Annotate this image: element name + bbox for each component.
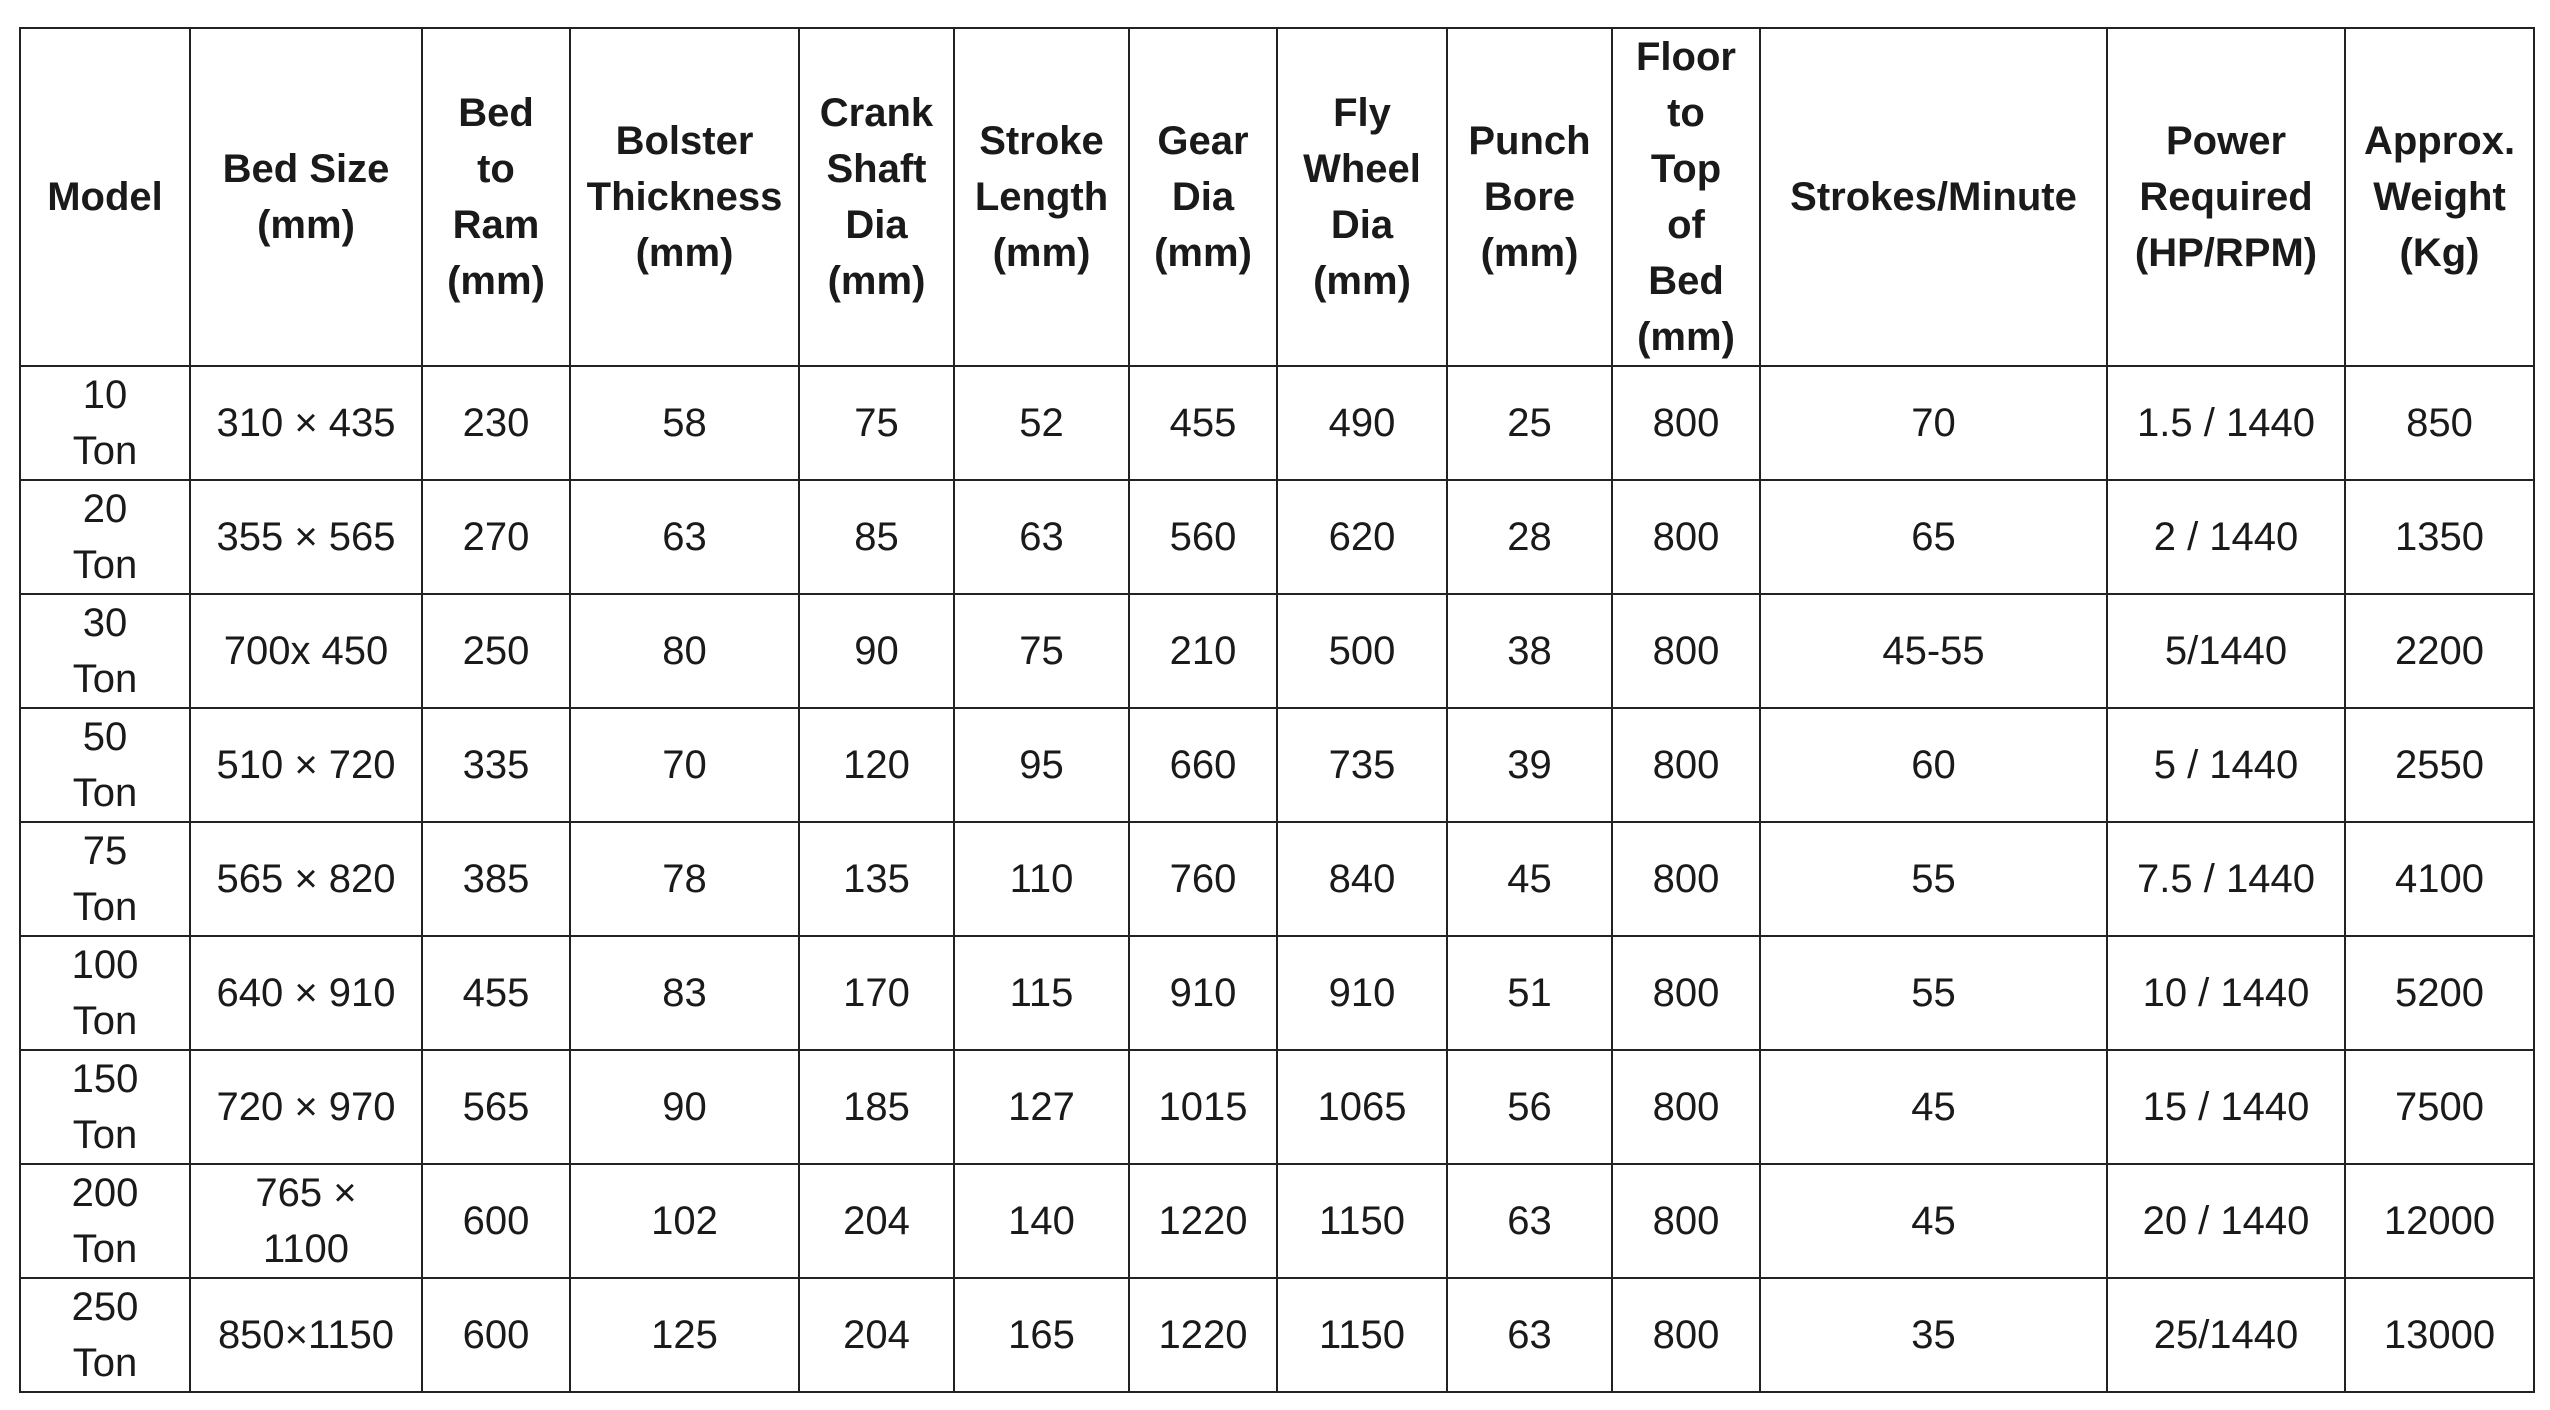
cell-strokes-per-minute: 70 xyxy=(1760,366,2107,480)
cell-crank-shaft-dia: 120 xyxy=(799,708,954,822)
cell-model: 20 Ton xyxy=(20,480,190,594)
cell-bed-to-ram: 270 xyxy=(422,480,570,594)
cell-fly-wheel-dia: 1150 xyxy=(1277,1164,1447,1278)
cell-bolster-thickness: 125 xyxy=(570,1278,799,1392)
cell-floor-to-top-of-bed: 800 xyxy=(1612,594,1760,708)
cell-power-required: 10 / 1440 xyxy=(2107,936,2345,1050)
cell-power-required: 20 / 1440 xyxy=(2107,1164,2345,1278)
cell-crank-shaft-dia: 85 xyxy=(799,480,954,594)
cell-model: 30 Ton xyxy=(20,594,190,708)
header-strokes-per-minute: Strokes/Minute xyxy=(1760,28,2107,366)
cell-bolster-thickness: 58 xyxy=(570,366,799,480)
cell-crank-shaft-dia: 135 xyxy=(799,822,954,936)
cell-floor-to-top-of-bed: 800 xyxy=(1612,936,1760,1050)
cell-bolster-thickness: 83 xyxy=(570,936,799,1050)
header-gear-dia: Gear Dia (mm) xyxy=(1129,28,1277,366)
cell-bed-to-ram: 385 xyxy=(422,822,570,936)
cell-approx-weight: 5200 xyxy=(2345,936,2534,1050)
cell-punch-bore: 28 xyxy=(1447,480,1612,594)
cell-fly-wheel-dia: 490 xyxy=(1277,366,1447,480)
cell-punch-bore: 63 xyxy=(1447,1164,1612,1278)
cell-crank-shaft-dia: 75 xyxy=(799,366,954,480)
cell-bolster-thickness: 63 xyxy=(570,480,799,594)
cell-model: 250 Ton xyxy=(20,1278,190,1392)
header-fly-wheel-dia: Fly Wheel Dia (mm) xyxy=(1277,28,1447,366)
cell-bed-to-ram: 250 xyxy=(422,594,570,708)
cell-punch-bore: 63 xyxy=(1447,1278,1612,1392)
header-floor-to-top-of-bed: Floor to Top of Bed (mm) xyxy=(1612,28,1760,366)
cell-bed-size: 700x 450 xyxy=(190,594,422,708)
cell-bed-size: 310 × 435 xyxy=(190,366,422,480)
cell-punch-bore: 25 xyxy=(1447,366,1612,480)
header-punch-bore: Punch Bore (mm) xyxy=(1447,28,1612,366)
cell-stroke-length: 63 xyxy=(954,480,1129,594)
table-row xyxy=(20,366,2534,480)
cell-bed-to-ram: 600 xyxy=(422,1278,570,1392)
cell-gear-dia: 210 xyxy=(1129,594,1277,708)
cell-stroke-length: 115 xyxy=(954,936,1129,1050)
cell-bed-size: 355 × 565 xyxy=(190,480,422,594)
cell-bed-size: 850×1150 xyxy=(190,1278,422,1392)
cell-stroke-length: 75 xyxy=(954,594,1129,708)
cell-fly-wheel-dia: 840 xyxy=(1277,822,1447,936)
cell-fly-wheel-dia: 500 xyxy=(1277,594,1447,708)
table-row xyxy=(20,1050,2534,1164)
table-row xyxy=(20,1164,2534,1278)
cell-gear-dia: 910 xyxy=(1129,936,1277,1050)
cell-bolster-thickness: 102 xyxy=(570,1164,799,1278)
header-approx-weight: Approx. Weight (Kg) xyxy=(2345,28,2534,366)
cell-fly-wheel-dia: 910 xyxy=(1277,936,1447,1050)
cell-bolster-thickness: 80 xyxy=(570,594,799,708)
cell-bed-to-ram: 230 xyxy=(422,366,570,480)
cell-floor-to-top-of-bed: 800 xyxy=(1612,708,1760,822)
press-specifications-table xyxy=(19,27,2535,1393)
cell-stroke-length: 127 xyxy=(954,1050,1129,1164)
cell-model: 75 Ton xyxy=(20,822,190,936)
table-row xyxy=(20,936,2534,1050)
cell-model: 50 Ton xyxy=(20,708,190,822)
cell-gear-dia: 760 xyxy=(1129,822,1277,936)
cell-stroke-length: 52 xyxy=(954,366,1129,480)
cell-crank-shaft-dia: 204 xyxy=(799,1278,954,1392)
cell-fly-wheel-dia: 1065 xyxy=(1277,1050,1447,1164)
cell-stroke-length: 95 xyxy=(954,708,1129,822)
cell-bed-size: 565 × 820 xyxy=(190,822,422,936)
cell-floor-to-top-of-bed: 800 xyxy=(1612,1164,1760,1278)
cell-floor-to-top-of-bed: 800 xyxy=(1612,480,1760,594)
header-row xyxy=(20,28,2534,366)
cell-fly-wheel-dia: 735 xyxy=(1277,708,1447,822)
cell-stroke-length: 110 xyxy=(954,822,1129,936)
cell-gear-dia: 1015 xyxy=(1129,1050,1277,1164)
cell-strokes-per-minute: 60 xyxy=(1760,708,2107,822)
cell-model: 200 Ton xyxy=(20,1164,190,1278)
cell-bed-size: 765 × 1100 xyxy=(190,1164,422,1278)
cell-bed-to-ram: 600 xyxy=(422,1164,570,1278)
cell-approx-weight: 850 xyxy=(2345,366,2534,480)
cell-floor-to-top-of-bed: 800 xyxy=(1612,822,1760,936)
cell-bolster-thickness: 78 xyxy=(570,822,799,936)
cell-gear-dia: 1220 xyxy=(1129,1278,1277,1392)
cell-approx-weight: 1350 xyxy=(2345,480,2534,594)
cell-floor-to-top-of-bed: 800 xyxy=(1612,366,1760,480)
cell-punch-bore: 45 xyxy=(1447,822,1612,936)
cell-bed-size: 720 × 970 xyxy=(190,1050,422,1164)
header-stroke-length: Stroke Length (mm) xyxy=(954,28,1129,366)
cell-power-required: 7.5 / 1440 xyxy=(2107,822,2345,936)
cell-approx-weight: 2200 xyxy=(2345,594,2534,708)
cell-punch-bore: 51 xyxy=(1447,936,1612,1050)
cell-power-required: 25/1440 xyxy=(2107,1278,2345,1392)
cell-power-required: 2 / 1440 xyxy=(2107,480,2345,594)
cell-model: 150 Ton xyxy=(20,1050,190,1164)
cell-approx-weight: 13000 xyxy=(2345,1278,2534,1392)
cell-strokes-per-minute: 35 xyxy=(1760,1278,2107,1392)
cell-fly-wheel-dia: 1150 xyxy=(1277,1278,1447,1392)
header-bed-size: Bed Size (mm) xyxy=(190,28,422,366)
table-row xyxy=(20,822,2534,936)
cell-crank-shaft-dia: 90 xyxy=(799,594,954,708)
cell-punch-bore: 38 xyxy=(1447,594,1612,708)
cell-punch-bore: 56 xyxy=(1447,1050,1612,1164)
cell-model: 10 Ton xyxy=(20,366,190,480)
cell-strokes-per-minute: 55 xyxy=(1760,822,2107,936)
cell-floor-to-top-of-bed: 800 xyxy=(1612,1278,1760,1392)
cell-gear-dia: 560 xyxy=(1129,480,1277,594)
header-power-required: Power Required (HP/RPM) xyxy=(2107,28,2345,366)
cell-punch-bore: 39 xyxy=(1447,708,1612,822)
header-model: Model xyxy=(20,28,190,366)
cell-crank-shaft-dia: 170 xyxy=(799,936,954,1050)
cell-bolster-thickness: 90 xyxy=(570,1050,799,1164)
cell-strokes-per-minute: 45 xyxy=(1760,1050,2107,1164)
header-bolster-thickness: Bolster Thickness (mm) xyxy=(570,28,799,366)
cell-approx-weight: 4100 xyxy=(2345,822,2534,936)
cell-fly-wheel-dia: 620 xyxy=(1277,480,1447,594)
cell-floor-to-top-of-bed: 800 xyxy=(1612,1050,1760,1164)
cell-stroke-length: 165 xyxy=(954,1278,1129,1392)
cell-crank-shaft-dia: 185 xyxy=(799,1050,954,1164)
cell-gear-dia: 1220 xyxy=(1129,1164,1277,1278)
cell-stroke-length: 140 xyxy=(954,1164,1129,1278)
cell-bed-to-ram: 565 xyxy=(422,1050,570,1164)
cell-strokes-per-minute: 45-55 xyxy=(1760,594,2107,708)
cell-power-required: 5/1440 xyxy=(2107,594,2345,708)
cell-power-required: 1.5 / 1440 xyxy=(2107,366,2345,480)
cell-approx-weight: 2550 xyxy=(2345,708,2534,822)
cell-approx-weight: 7500 xyxy=(2345,1050,2534,1164)
cell-strokes-per-minute: 55 xyxy=(1760,936,2107,1050)
table-row xyxy=(20,480,2534,594)
cell-approx-weight: 12000 xyxy=(2345,1164,2534,1278)
cell-gear-dia: 455 xyxy=(1129,366,1277,480)
header-crank-shaft-dia: Crank Shaft Dia (mm) xyxy=(799,28,954,366)
cell-model: 100 Ton xyxy=(20,936,190,1050)
table-row xyxy=(20,594,2534,708)
table-row xyxy=(20,708,2534,822)
cell-strokes-per-minute: 65 xyxy=(1760,480,2107,594)
cell-bed-size: 640 × 910 xyxy=(190,936,422,1050)
table-row xyxy=(20,1278,2534,1392)
cell-power-required: 5 / 1440 xyxy=(2107,708,2345,822)
header-bed-to-ram: Bed to Ram (mm) xyxy=(422,28,570,366)
cell-bed-to-ram: 335 xyxy=(422,708,570,822)
cell-gear-dia: 660 xyxy=(1129,708,1277,822)
cell-bed-to-ram: 455 xyxy=(422,936,570,1050)
cell-bed-size: 510 × 720 xyxy=(190,708,422,822)
cell-strokes-per-minute: 45 xyxy=(1760,1164,2107,1278)
cell-power-required: 15 / 1440 xyxy=(2107,1050,2345,1164)
cell-bolster-thickness: 70 xyxy=(570,708,799,822)
cell-crank-shaft-dia: 204 xyxy=(799,1164,954,1278)
